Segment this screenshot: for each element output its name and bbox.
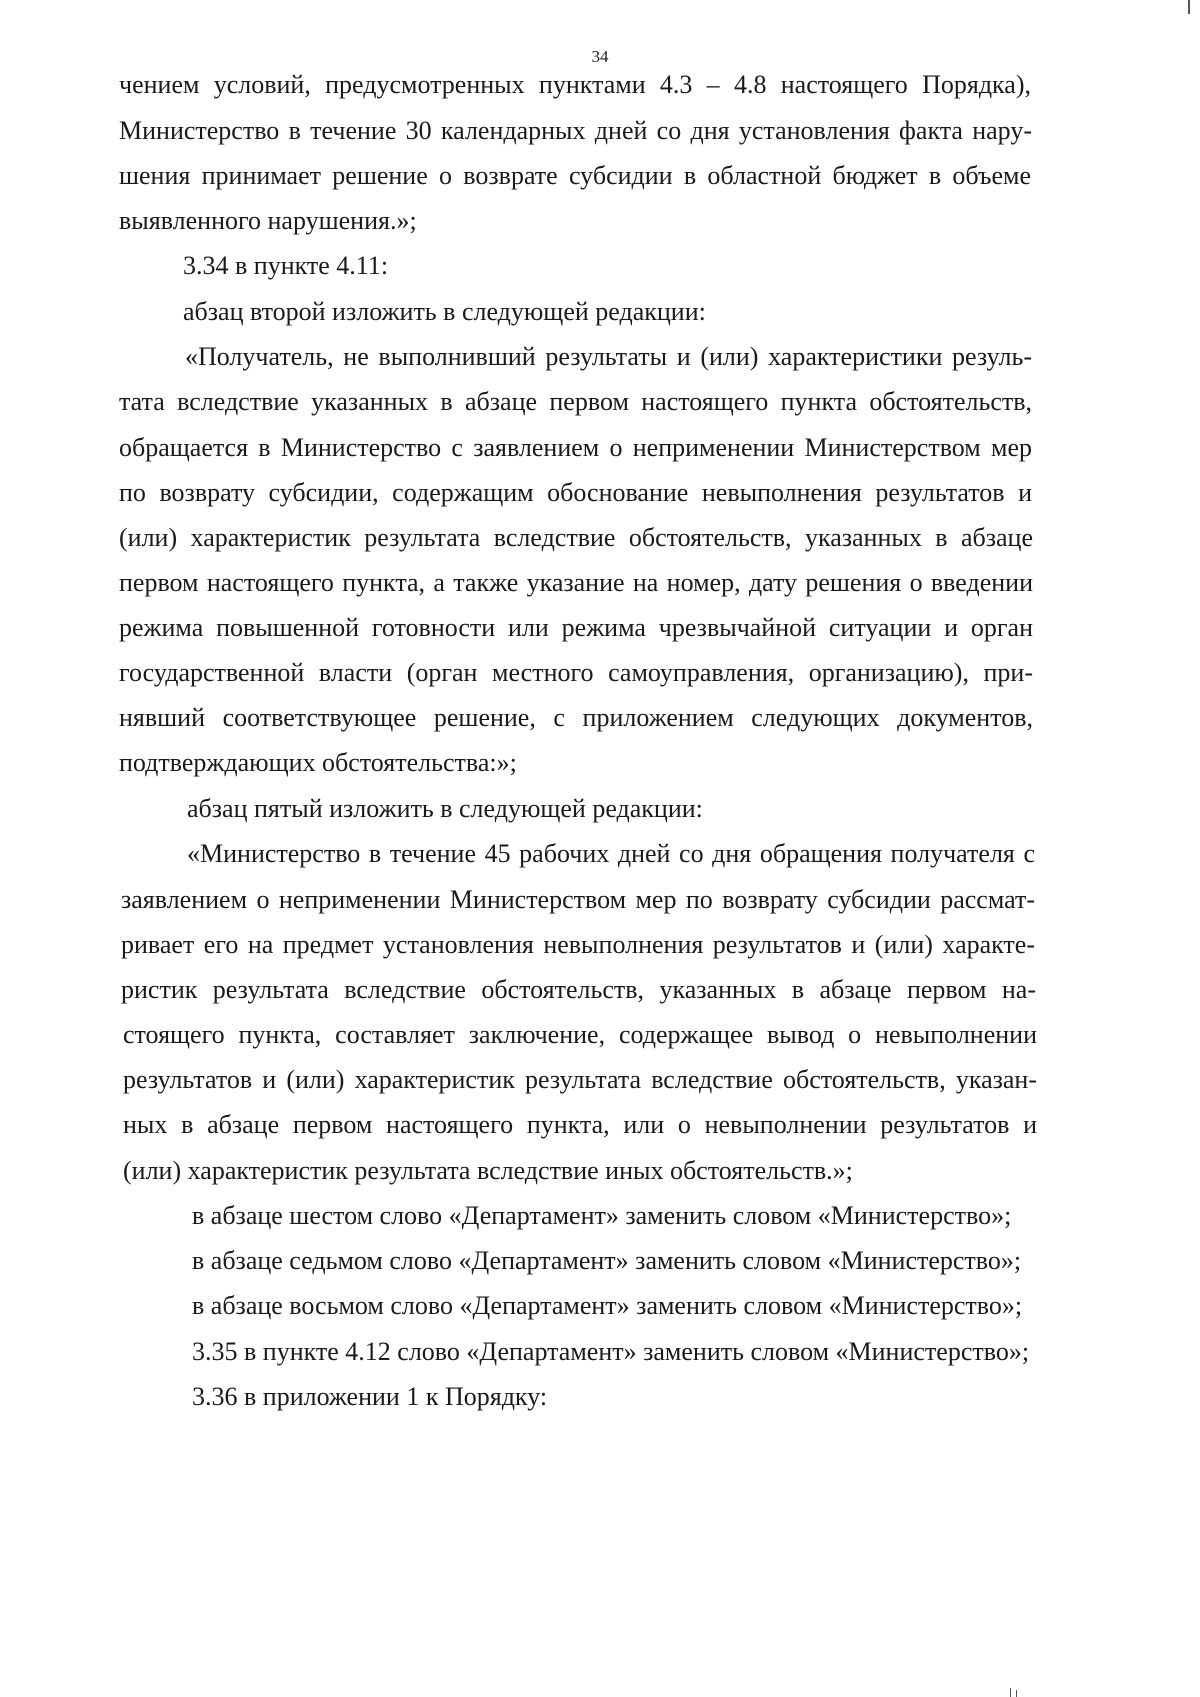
text-line: 3.34 в пункте 4.11:	[183, 251, 389, 280]
text-line: заявлением о неприменении Министерством мер по возврату субсидии рассмат-	[121, 885, 1035, 914]
text-line: (или) характеристик результата вследствие иных обстоятельств.»;	[123, 1156, 853, 1185]
text-line: (или) характеристик результата вследствие обстоятельств, указанных в абзаце	[119, 523, 1033, 552]
text-line: государственной власти (орган местного самоуправления, организацию), при-	[119, 658, 1033, 687]
text-line: «Получатель, не выполнивший результаты и (или) характеристики резуль-	[185, 342, 1032, 371]
text-line: ных в абзаце первом настоящего пункта, или о невыполнении результатов и	[123, 1110, 1037, 1139]
text-line: абзац пятый изложить в следующей редакции:	[187, 794, 703, 823]
text-line: абзац второй изложить в следующей редакции:	[183, 297, 706, 326]
text-line: тата вследствие указанных в абзаце первом настоящего пункта обстоятельств,	[119, 387, 1032, 416]
text-line: в абзаце восьмом слово «Департамент» заменить словом «Министерство»;	[192, 1291, 1023, 1320]
text-line: в абзаце шестом слово «Департамент» заменить словом «Министерство»;	[192, 1201, 1012, 1230]
text-line: подтверждающих обстоятельства:»;	[119, 748, 517, 777]
text-line: в абзаце седьмом слово «Департамент» заменить словом «Министерство»;	[192, 1246, 1022, 1275]
text-line: ристик результата вследствие обстоятельств, указанных в абзаце первом на-	[121, 975, 1036, 1004]
text-line: по возврату субсидии, содержащим обоснование невыполнения результатов и	[119, 478, 1032, 507]
text-line: нявший соответствующее решение, с приложением следующих документов,	[119, 703, 1033, 732]
text-line: шения принимает решение о возврате субсидии в областной бюджет в объеме	[119, 161, 1031, 190]
text-line: «Министерство в течение 45 рабочих дней со дня обращения получателя с	[187, 839, 1035, 868]
scan-artifact-bottom-right	[1016, 1690, 1017, 1697]
text-line: стоящего пункта, составляет заключение, содержащее вывод о невыполнении	[123, 1020, 1037, 1049]
page-number: 34	[591, 47, 609, 66]
text-line: 3.36 в приложении 1 к Порядку:	[192, 1382, 548, 1411]
scan-artifact-top-right	[1188, 0, 1190, 14]
text-line: выявленного нарушения.»;	[119, 206, 417, 235]
text-line: чением условий, предусмотренных пунктами 4.3 – 4.8 настоящего Порядка),	[119, 70, 1031, 99]
text-line: ривает его на предмет установления невыполнения результатов и (или) характе-	[121, 930, 1035, 959]
text-line: обращается в Министерство с заявлением о неприменении Министерством мер	[119, 433, 1032, 462]
text-line: Министерство в течение 30 календарных дней со дня установления факта нару-	[119, 116, 1032, 145]
text-line: первом настоящего пункта, а также указание на номер, дату решения о введении	[119, 568, 1033, 597]
scan-artifact-bottom-right	[1010, 1688, 1011, 1697]
text-line: результатов и (или) характеристик результата вследствие обстоятельств, указан-	[123, 1065, 1037, 1094]
text-line: 3.35 в пункте 4.12 слово «Департамент» заменить словом «Министерство»;	[192, 1337, 1030, 1366]
text-line: режима повышенной готовности или режима чрезвычайной ситуации и орган	[119, 613, 1033, 642]
